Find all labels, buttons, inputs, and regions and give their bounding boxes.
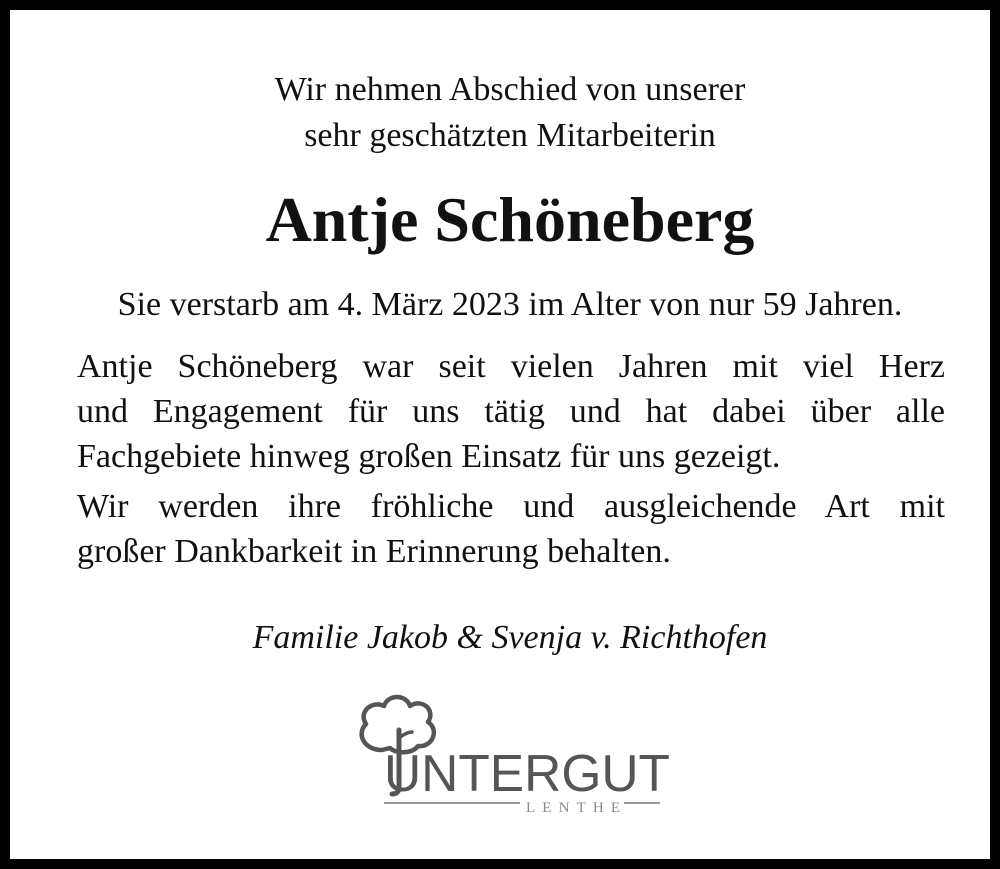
tribute-line-1: Antje Schöneberg war seit vielen Jahren mit viel Herz xyxy=(77,348,945,385)
tree-icon xyxy=(342,690,682,820)
tribute-line-3: Fachgebiete hinweg großen Einsatz für uns gezeigt. xyxy=(77,438,781,475)
remembrance-line-1: Wir werden ihre fröhliche und ausgleichende Art mit xyxy=(77,488,945,525)
remembrance-line-2: großer Dankbarkeit in Erinnerung behalten. xyxy=(77,533,671,570)
tribute-line-2: und Engagement für uns tätig und hat dabei über alle xyxy=(77,393,945,430)
logo-wordmark: UNTERGUT xyxy=(384,745,670,803)
death-date-line: Sie verstarb am 4. März 2023 im Alter von nur 59 Jahren. xyxy=(117,286,903,323)
intro-line-1: Wir nehmen Abschied von unserer xyxy=(274,71,746,108)
untergut-logo xyxy=(342,690,682,820)
logo-subtitle: LENTHE xyxy=(526,800,620,816)
signature: Familie Jakob & Svenja v. Richthofen xyxy=(252,619,768,656)
deceased-name: Antje Schöneberg xyxy=(265,184,755,255)
intro-line-2: sehr geschätzten Mitarbeiterin xyxy=(304,117,716,154)
